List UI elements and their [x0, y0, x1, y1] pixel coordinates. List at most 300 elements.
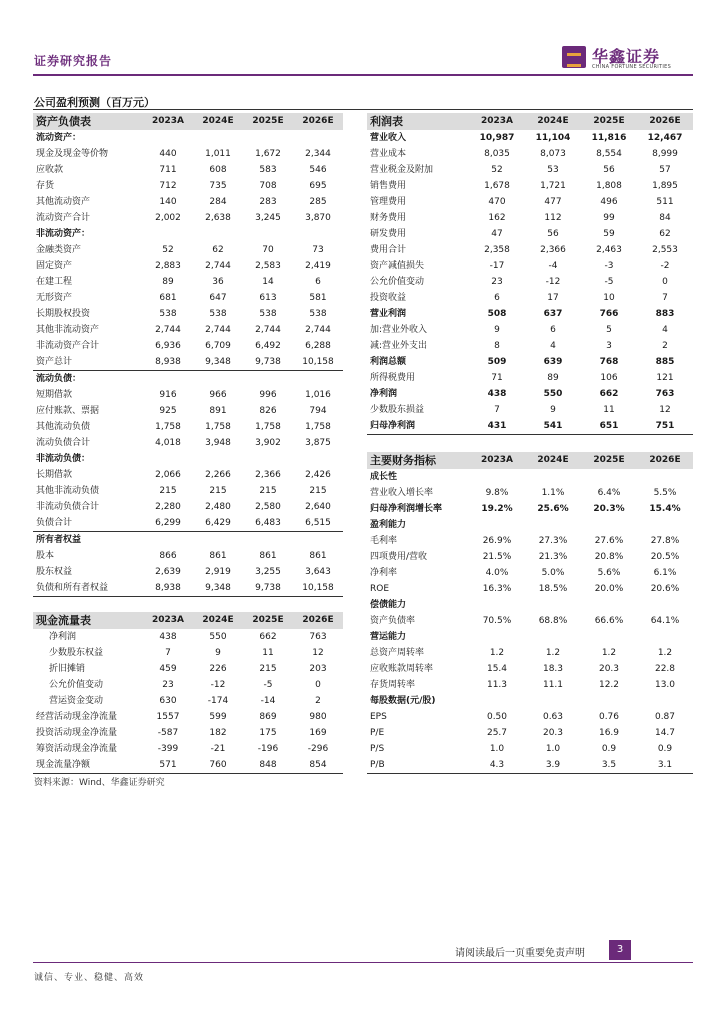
cell-value: 9,738	[255, 583, 281, 593]
cell-value: 13.0	[654, 680, 676, 690]
cell-value	[143, 371, 193, 388]
cell-value: 735	[209, 181, 227, 191]
cell-value: 2	[315, 696, 321, 706]
row-label: 营运资金变动	[49, 696, 104, 706]
cell-value: 6	[315, 277, 321, 287]
table-row	[33, 548, 343, 564]
table-title: 现金流量表	[33, 612, 143, 629]
cell-value	[637, 629, 693, 645]
cell-value: 861	[259, 551, 277, 561]
cell-value: 2,744	[205, 261, 231, 271]
table-row	[33, 258, 343, 274]
cell-value: 885	[655, 357, 675, 367]
row-label: 其他非流动资产	[36, 325, 100, 335]
year-header: 2025E	[581, 113, 637, 130]
table-row	[367, 661, 693, 677]
cell-value: 546	[309, 165, 327, 175]
table-row	[367, 549, 693, 565]
table-row	[33, 645, 343, 661]
table-row	[367, 565, 693, 581]
cell-value: 7	[165, 648, 171, 658]
table-header-row	[33, 113, 343, 130]
cell-value: 8,035	[484, 149, 510, 159]
cell-value: 891	[209, 406, 227, 416]
cell-value: 2,419	[305, 261, 331, 271]
cell-value: 2,366	[540, 245, 566, 255]
cell-value: 9,348	[205, 583, 231, 593]
cell-value: 4.3	[489, 760, 505, 770]
cell-value: 2,583	[255, 261, 281, 271]
table-row	[367, 402, 693, 418]
cell-value: 21.5%	[482, 552, 512, 562]
cell-value: 4,018	[155, 438, 181, 448]
cell-value: 2,553	[652, 245, 678, 255]
cell-value: 169	[309, 728, 327, 738]
cell-value: -5	[604, 277, 614, 287]
cell-value: 23	[162, 680, 174, 690]
cell-value: 2,463	[596, 245, 622, 255]
cell-value: 11	[262, 648, 274, 658]
cell-value: 11.1	[542, 680, 564, 690]
cell-value: 3,870	[305, 213, 331, 223]
cell-value: 5.0%	[541, 568, 565, 578]
cell-value: 162	[488, 213, 506, 223]
cell-value	[293, 532, 343, 549]
row-label: 无形资产	[36, 293, 73, 303]
table-row	[33, 580, 343, 597]
row-label: 研发费用	[370, 229, 407, 239]
cell-value: 66.6%	[594, 616, 624, 626]
table-row	[33, 146, 343, 162]
cell-value	[193, 130, 243, 146]
cell-value: 925	[159, 406, 177, 416]
row-label: 少数股东损益	[370, 405, 425, 415]
section-title: 公司盈利预测（百万元）	[34, 96, 155, 109]
row-label: 金融类资产	[36, 245, 82, 255]
cell-value: 1.2	[545, 648, 561, 658]
row-label: 成长性	[370, 472, 398, 482]
row-label: 资产减值损失	[370, 261, 425, 271]
table-row	[33, 274, 343, 290]
cell-value: 10,158	[302, 583, 334, 593]
row-label: 存货	[36, 181, 55, 191]
cell-value: 3.9	[545, 760, 561, 770]
logo	[562, 44, 692, 72]
cell-value: 1.2	[601, 648, 617, 658]
cell-value: 6,483	[255, 518, 281, 528]
cell-value: 106	[600, 373, 618, 383]
row-label: 投资收益	[370, 293, 407, 303]
cell-value: 571	[159, 760, 177, 770]
cell-value	[581, 693, 637, 709]
cell-value: 9.8%	[485, 488, 509, 498]
row-label: 经营活动现金净流量	[36, 712, 118, 722]
cell-value: 12	[312, 648, 324, 658]
year-header: 2024E	[193, 113, 243, 130]
cell-value: 56	[603, 165, 615, 175]
table-row	[367, 242, 693, 258]
table-row	[33, 709, 343, 725]
cell-value: 10,987	[479, 133, 515, 143]
cell-value: 20.6%	[650, 584, 680, 594]
cell-value: 8,073	[540, 149, 566, 159]
row-label: 非流动负债合计	[36, 502, 100, 512]
row-label: 费用合计	[370, 245, 407, 255]
cell-value: 538	[259, 309, 277, 319]
table-row	[33, 306, 343, 322]
cell-value: 0.76	[598, 712, 620, 722]
cell-value: 6,709	[205, 341, 231, 351]
table-row	[367, 693, 693, 709]
cell-value: 9	[550, 405, 556, 415]
cell-value: 6,936	[155, 341, 181, 351]
cell-value: 8	[494, 341, 500, 351]
cash-flow-table	[33, 612, 343, 774]
row-label: 长期股权投资	[36, 309, 91, 319]
cell-value	[243, 226, 293, 242]
cell-value: 3,902	[255, 438, 281, 448]
table-row	[367, 418, 693, 435]
header-divider	[33, 74, 693, 76]
cell-value: 2,344	[305, 149, 331, 159]
cell-value	[469, 469, 525, 485]
table-row	[33, 629, 343, 645]
row-label: 归母净利润增长率	[370, 504, 443, 514]
cell-value: -12	[545, 277, 561, 287]
cell-value	[243, 371, 293, 388]
row-label: 存货周转率	[370, 680, 416, 690]
cell-value: 19.2%	[481, 504, 513, 514]
cell-value: 2,744	[305, 325, 331, 335]
cell-value: 0.9	[601, 744, 617, 754]
cell-value: 7	[662, 293, 668, 303]
cell-value: 64.1%	[650, 616, 680, 626]
cell-value	[293, 226, 343, 242]
cell-value: 6.1%	[653, 568, 677, 578]
cell-value	[581, 629, 637, 645]
cell-value: 794	[309, 406, 327, 416]
cell-value: 36	[212, 277, 224, 287]
cell-value: 508	[487, 309, 507, 319]
cell-value	[469, 517, 525, 533]
year-header: 2026E	[637, 113, 693, 130]
row-label: 公允价值变动	[49, 680, 104, 690]
row-label: 应付账款、票据	[36, 406, 100, 416]
year-header: 2026E	[637, 452, 693, 469]
row-label: 净利润	[370, 389, 398, 399]
table-row	[367, 533, 693, 549]
cell-value: 20.0%	[594, 584, 624, 594]
cell-value: -17	[489, 261, 505, 271]
cell-value: -174	[207, 696, 229, 706]
table-row	[33, 162, 343, 178]
cell-value: 283	[259, 197, 277, 207]
table-row	[367, 274, 693, 290]
cell-value: 541	[543, 421, 563, 431]
cell-value: 431	[487, 421, 507, 431]
row-label: 公允价值变动	[370, 277, 425, 287]
table-row	[33, 242, 343, 258]
year-header: 2025E	[243, 612, 293, 629]
cell-value: 766	[599, 309, 619, 319]
year-header: 2025E	[243, 113, 293, 130]
table-row	[367, 306, 693, 322]
cell-value: 1557	[156, 712, 180, 722]
cell-value: 3	[606, 341, 612, 351]
table-row	[33, 387, 343, 403]
cell-value: 550	[209, 632, 227, 642]
row-label: 折旧摊销	[49, 664, 86, 674]
cell-value: 608	[209, 165, 227, 175]
row-label: 营业成本	[370, 149, 407, 159]
disclaimer-link[interactable]: 请阅读最后一页重要免责声明	[455, 948, 585, 959]
row-label: 营业税金及附加	[370, 165, 434, 175]
table-row	[367, 210, 693, 226]
cell-value: -196	[257, 744, 279, 754]
row-label: P/E	[370, 728, 385, 738]
table-row	[33, 403, 343, 419]
cell-value: 538	[159, 309, 177, 319]
cell-value: 599	[209, 712, 227, 722]
table-row	[33, 338, 343, 354]
year-header: 2025E	[581, 452, 637, 469]
table-row	[33, 532, 343, 549]
row-label: 在建工程	[36, 277, 73, 287]
table-row	[367, 178, 693, 194]
cell-value: 2,580	[255, 502, 281, 512]
cell-value: 708	[259, 181, 277, 191]
cell-value: 647	[209, 293, 227, 303]
cell-value: 1,808	[596, 181, 622, 191]
cell-value: 550	[543, 389, 563, 399]
cell-value: 71	[491, 373, 503, 383]
row-label: 短期借款	[36, 390, 73, 400]
cell-value	[143, 226, 193, 242]
row-label: 现金流量净额	[36, 760, 91, 770]
cell-value: 509	[487, 357, 507, 367]
cell-value: 6,429	[205, 518, 231, 528]
table-header-row	[367, 452, 693, 469]
table-row	[367, 757, 693, 774]
cell-value: 6.4%	[597, 488, 621, 498]
row-label: 资产负债率	[370, 616, 416, 626]
cell-value: 5	[606, 325, 612, 335]
cell-value: 7	[494, 405, 500, 415]
cell-value	[469, 629, 525, 645]
cell-value: 6,299	[155, 518, 181, 528]
table-title: 资产负债表	[33, 113, 143, 130]
row-label: 营运能力	[370, 632, 407, 642]
row-label: 股本	[36, 551, 55, 561]
table-row	[367, 130, 693, 146]
cell-value: 89	[547, 373, 559, 383]
table-row	[33, 178, 343, 194]
table-row	[367, 194, 693, 210]
row-label: 加:营业外收入	[370, 325, 428, 335]
cell-value: 1.0	[545, 744, 561, 754]
cell-value: 2,638	[205, 213, 231, 223]
cell-value: 285	[309, 197, 327, 207]
year-header: 2026E	[293, 612, 343, 629]
cell-value: 438	[487, 389, 507, 399]
cell-value: 10,158	[302, 357, 334, 367]
cell-value: 630	[159, 696, 177, 706]
cell-value: -4	[548, 261, 558, 271]
row-label: 减:营业外支出	[370, 341, 428, 351]
cell-value: 2,426	[305, 470, 331, 480]
table-row	[367, 146, 693, 162]
cell-value: 459	[159, 664, 177, 674]
cell-value: 175	[259, 728, 277, 738]
row-label: EPS	[370, 712, 387, 722]
table-row	[367, 226, 693, 242]
cell-value: 763	[655, 389, 675, 399]
cell-value: 662	[599, 389, 619, 399]
row-label: 四项费用/营收	[370, 552, 428, 562]
cell-value: 681	[159, 293, 177, 303]
cell-value: 16.3%	[482, 584, 512, 594]
cell-value	[243, 451, 293, 467]
cell-value: -2	[660, 261, 670, 271]
cell-value: 8,938	[155, 357, 181, 367]
cell-value: 1.2	[657, 648, 673, 658]
row-label: 其他流动负债	[36, 422, 91, 432]
cell-value	[637, 597, 693, 613]
cell-value: 2,066	[155, 470, 181, 480]
row-label: 现金及现金等价物	[36, 149, 109, 159]
cell-value: 866	[159, 551, 177, 561]
cell-value: -14	[260, 696, 276, 706]
cell-value	[193, 451, 243, 467]
row-label: 营业利润	[370, 309, 407, 319]
cell-value: 215	[309, 486, 327, 496]
row-label: P/B	[370, 760, 385, 770]
cell-value: 861	[209, 551, 227, 561]
cell-value: 14	[262, 277, 274, 287]
cell-value: 20.3%	[593, 504, 625, 514]
table-row	[367, 517, 693, 533]
cell-value: 17	[547, 293, 559, 303]
cell-value: 0.9	[657, 744, 673, 754]
cell-value: 22.8	[654, 664, 676, 674]
cell-value: -399	[157, 744, 179, 754]
cell-value: 11,104	[535, 133, 571, 143]
cell-value	[143, 532, 193, 549]
year-header: 2023A	[143, 612, 193, 629]
cell-value: 16.9	[598, 728, 620, 738]
cell-value: 70	[262, 245, 274, 255]
table-row	[33, 741, 343, 757]
cell-value: 84	[659, 213, 671, 223]
row-label: 盈利能力	[370, 520, 407, 530]
table-row	[33, 419, 343, 435]
table-row	[367, 338, 693, 354]
row-label: 其他流动资产	[36, 197, 91, 207]
cell-value: 47	[491, 229, 503, 239]
row-label: 每股数据(元/股)	[370, 696, 436, 706]
cell-value: 57	[659, 165, 671, 175]
table-row	[33, 467, 343, 483]
cell-value: 25.6%	[537, 504, 569, 514]
cell-value: -3	[604, 261, 614, 271]
cell-value: 2,266	[205, 470, 231, 480]
cell-value	[637, 517, 693, 533]
cell-value: 6,492	[255, 341, 281, 351]
table-row	[367, 290, 693, 306]
row-label: 营业收入增长率	[370, 488, 434, 498]
cell-value: 3.1	[657, 760, 673, 770]
cell-value: 637	[543, 309, 563, 319]
cell-value: 3,643	[305, 567, 331, 577]
cell-value	[525, 693, 581, 709]
cell-value: 2,366	[255, 470, 281, 480]
cell-value: 226	[209, 664, 227, 674]
footer-divider	[33, 962, 693, 963]
logo-text-cn: 华鑫证券	[592, 47, 661, 66]
cell-value: 2,744	[205, 325, 231, 335]
table-row	[367, 725, 693, 741]
table-row	[33, 677, 343, 693]
cell-value: 4.0%	[485, 568, 509, 578]
cell-value: 538	[309, 309, 327, 319]
cell-value: 1,721	[540, 181, 566, 191]
cell-value: 6	[494, 293, 500, 303]
cell-value	[193, 532, 243, 549]
table-row	[33, 564, 343, 580]
cell-value: 121	[656, 373, 674, 383]
cell-value: 1,758	[255, 422, 281, 432]
row-label: 销售费用	[370, 181, 407, 191]
cell-value: 140	[159, 197, 177, 207]
cell-value: 20.3	[542, 728, 564, 738]
cell-value: 5.5%	[653, 488, 677, 498]
cell-value: 2,883	[155, 261, 181, 271]
cell-value: 215	[159, 486, 177, 496]
cell-value: 763	[309, 632, 327, 642]
cell-value: 848	[259, 760, 277, 770]
cell-value: 1,895	[652, 181, 678, 191]
cell-value: 52	[491, 165, 503, 175]
cell-value: 768	[599, 357, 619, 367]
cell-value: 2,002	[155, 213, 181, 223]
cell-value: 6	[550, 325, 556, 335]
cell-value	[637, 469, 693, 485]
table-title: 主要财务指标	[367, 452, 469, 469]
cell-value: 27.8%	[650, 536, 680, 546]
cell-value: 112	[544, 213, 562, 223]
cell-value: 1.2	[489, 648, 505, 658]
cell-value: 583	[259, 165, 277, 175]
cell-value	[525, 469, 581, 485]
cell-value: 15.4%	[649, 504, 681, 514]
cell-value: 0	[662, 277, 668, 287]
table-row	[33, 451, 343, 467]
cell-value	[469, 597, 525, 613]
company-slogan: 诚信、专业、稳健、高效	[34, 973, 145, 983]
cell-value: 2,744	[155, 325, 181, 335]
table-row	[367, 613, 693, 629]
row-label: 所有者权益	[33, 532, 143, 549]
cell-value: 215	[209, 486, 227, 496]
table-row	[33, 226, 343, 242]
row-label: 净利润	[49, 632, 77, 642]
cell-value: 9,738	[255, 357, 281, 367]
cell-value: 711	[159, 165, 177, 175]
cell-value: 695	[309, 181, 327, 191]
cell-value: 9	[215, 648, 221, 658]
cell-value: 8,999	[652, 149, 678, 159]
cell-value: 203	[309, 664, 327, 674]
